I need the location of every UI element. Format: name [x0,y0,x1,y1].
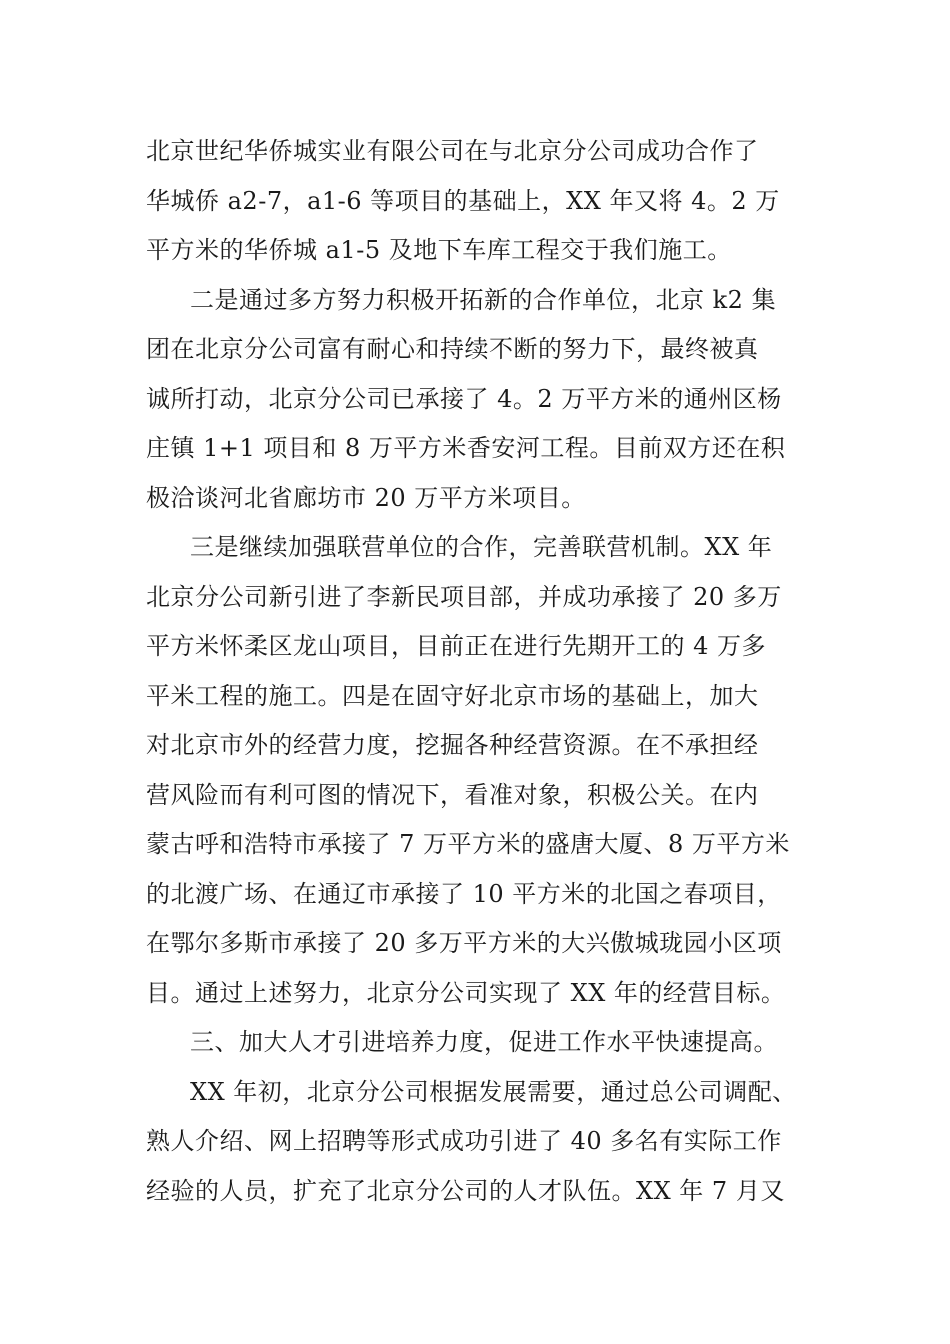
text-line-9: 三是继续加强联营单位的合作，完善联营机制。XX 年 [190,533,773,561]
text-line-2: 华城侨 a2-7，a1-6 等项目的基础上，XX 年又将 4。2 万 [146,186,780,215]
text-line-17: 在鄂尔多斯市承接了 20 多万平方米的大兴傲城珑园小区项 [146,929,782,957]
text-line-15: 蒙古呼和浩特市承接了 7 万平方米的盛唐大厦、8 万平方米 [146,830,790,858]
text-line-12: 平米工程的施工。四是在固守好北京市场的基础上，加大 [146,681,759,710]
text-line-6: 诚所打动，北京分公司已承接了 4。2 万平方米的通州区杨 [146,384,782,413]
text-line-20: XX 年初，北京分公司根据发展需要，通过总公司调配、 [190,1077,797,1106]
text-line-19: 三、加大人才引进培养力度，促进工作水平快速提高。 [190,1028,778,1056]
text-line-13: 对北京市外的经营力度，挖掘各种经营资源。在不承担经 [146,731,759,759]
text-line-8: 极洽谈河北省廊坊市 20 万平方米项目。 [146,483,586,512]
text-line-18: 目。通过上述努力，北京分公司实现了 XX 年的经营目标。 [146,978,786,1007]
text-line-16: 的北渡广场、在通辽市承接了 10 平方米的北国之春项目， [146,879,782,908]
text-line-4: 二是通过多方努力积极开拓新的合作单位，北京 k2 集 [190,285,777,314]
text-line-5: 团在北京分公司富有耐心和持续不断的努力下，最终被真 [146,335,759,363]
text-line-22: 经验的人员，扩充了北京分公司的人才队伍。XX 年 7 月又 [146,1176,785,1205]
text-line-21: 熟人介绍、网上招聘等形式成功引进了 40 多名有实际工作 [146,1127,782,1155]
text-line-11: 平方米怀柔区龙山项目，目前正在进行先期开工的 4 万多 [146,632,767,660]
text-line-3: 平方米的华侨城 a1-5 及地下车库工程交于我们施工。 [146,236,732,264]
text-line-10: 北京分公司新引进了李新民项目部，并成功承接了 20 多万 [146,582,782,611]
text-line-14: 营风险而有利可图的情况下，看准对象，积极公关。在内 [146,780,759,809]
text-line-7: 庄镇 1+1 项目和 8 万平方米香安河工程。目前双方还在积 [146,434,786,462]
body-text [146,127,816,1216]
text-line-1: 北京世纪华侨城实业有限公司在与北京分公司成功合作了 [146,137,759,165]
